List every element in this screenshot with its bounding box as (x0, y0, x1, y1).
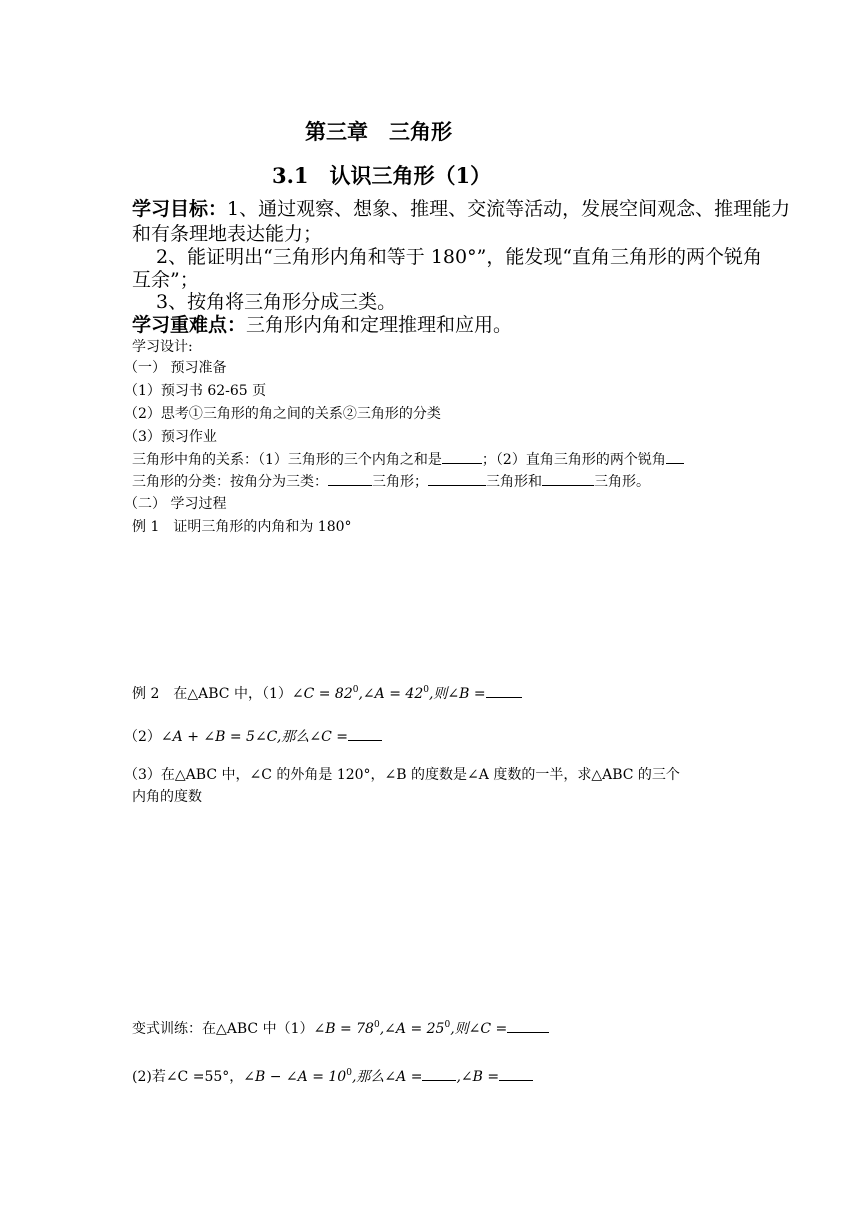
variant-q2: (2)若∠C =55°，∠B − ∠A = $10^0$,那么∠A = ,∠B = (132, 1066, 533, 1086)
prep-item-2: （2）思考①三角形的角之间的关系②三角形的分类 (124, 406, 441, 422)
angle-relation-line: 三角形中角的关系：（1）三角形的三个内角之和是 ；（2）直角三角形的两个锐角 (132, 449, 684, 469)
goals-line-1 (132, 194, 790, 221)
example-2-q3: （3）在△ABC 中，∠C 的外角是 120°，∠B 的度数是∠A 度数的一半，求△ABC 的三个 (124, 767, 680, 783)
example-2-q2: （2）∠A + ∠B = 5∠C,那么∠C = (124, 726, 382, 746)
blank-variant-angle-c[interactable] (507, 1018, 549, 1033)
key-points (132, 310, 512, 337)
example-2-q3-cont: 内角的度数 (132, 789, 202, 805)
example-2-q1: 例 2 在△ABC 中，（1）∠C = $82^0,\angle A = 42^0$,则∠B = (132, 683, 522, 703)
blank-angle-sum[interactable] (442, 449, 482, 464)
goal-2-cont: 互余”； (132, 269, 199, 291)
goals-label: 学习目标： (132, 198, 228, 220)
variant-q1: 变式训练：在△ABC 中（1）∠B = $78^0,\angle A = 25^0$,则∠C = (132, 1018, 549, 1038)
key-points-text: 三角形内角和定理推理和应用。 (246, 314, 513, 336)
prep-item-3: （3）预习作业 (124, 429, 217, 445)
part-2-heading: （二） 学习过程 (124, 496, 227, 512)
example-1: 例 1 证明三角形的内角和为 180° (132, 519, 352, 535)
section-title: 3.1 认识三角形（1） (272, 163, 492, 188)
prep-item-1: （1）预习书 62-65 页 (124, 383, 267, 399)
blank-angle-c[interactable] (348, 726, 382, 741)
classification-line: 三角形的分类：按角分为三类： 三角形； 三角形和 三角形。 (132, 471, 650, 491)
goal-2: 2、能证明出“三角形内角和等于 180°”，能发现“直角三角形的两个锐角 (156, 246, 763, 268)
goal-3: 3、按角将三角形分成三类。 (156, 291, 397, 313)
blank-variant-angle-b[interactable] (499, 1066, 533, 1081)
part-1-heading: （一） 预习准备 (124, 360, 227, 376)
blank-angle-b[interactable] (486, 683, 522, 698)
chapter-title: 第三章 三角形 (305, 119, 452, 144)
goal-1-cont: 和有条理地表达能力； (132, 223, 323, 245)
blank-acute-angles[interactable] (666, 449, 684, 464)
blank-type-3[interactable] (542, 471, 594, 486)
goal-1: 1、通过观察、想象、推理、交流等活动，发展空间观念、推理能力 (227, 198, 791, 220)
design-heading: 学习设计: (132, 339, 193, 355)
key-points-label: 学习重难点： (132, 314, 247, 336)
blank-variant-angle-a[interactable] (422, 1066, 456, 1081)
blank-type-1[interactable] (328, 471, 372, 486)
blank-type-2[interactable] (428, 471, 486, 486)
